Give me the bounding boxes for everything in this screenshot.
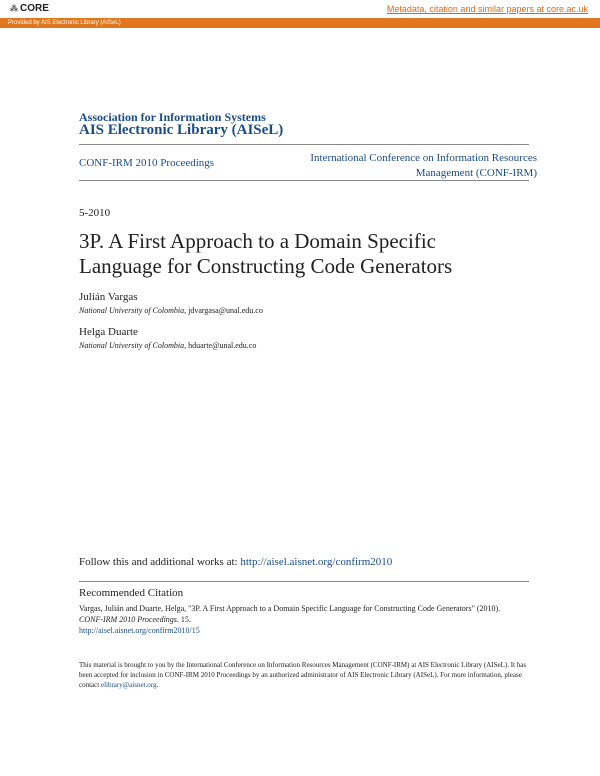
footer-email-link[interactable]: elibrary@aisnet.org <box>100 681 157 689</box>
core-logo-icon: ⁂ <box>10 4 18 13</box>
citation-body <box>79 603 529 636</box>
footer-end: . <box>156 681 159 689</box>
provided-by-text: Provided by AIS Electronic Library (AISeL) <box>8 20 121 26</box>
author-name: Helga Duarte <box>79 326 138 338</box>
core-metadata-link[interactable]: Metadata, citation and similar papers at core.ac.uk <box>386 4 588 14</box>
author-affiliation <box>79 306 263 315</box>
author-name: Julián Vargas <box>79 291 138 303</box>
author-email: , jdvargasa@unal.edu.co <box>184 306 263 315</box>
divider-top <box>79 144 529 145</box>
publication-date: 5-2010 <box>79 207 111 219</box>
follow-link[interactable]: http://aisel.aisnet.org/confirm2010 <box>240 556 393 568</box>
footer-notice <box>79 660 529 690</box>
author-institution: National University of Colombia <box>79 306 185 315</box>
author-institution: National University of Colombia <box>79 341 185 350</box>
author-email: , hduarte@unal.edu.co <box>184 341 257 350</box>
citation-text: Vargas, Julián and Duarte, Helga, "3P. A First Approach to a Domain Specific Language for Constructing Code Generators" (2010). <box>79 604 501 613</box>
follow-text: Follow this and additional works at: <box>79 556 241 568</box>
proceedings-link[interactable]: CONF-IRM 2010 Proceedings <box>79 157 215 169</box>
citation-link[interactable]: http://aisel.aisnet.org/confirm2010/15 <box>79 626 200 635</box>
author-affiliation <box>79 341 256 350</box>
citation-heading: Recommended Citation <box>79 587 184 599</box>
core-bar <box>0 0 600 18</box>
citation-suffix: . 15. <box>176 615 191 624</box>
conference-link[interactable]: International Conference on Information Resources Management (CONF-IRM) <box>310 152 537 179</box>
divider-header-bottom <box>79 180 529 181</box>
paper-title: 3P. A First Approach to a Domain Specific Language for Constructing Code Generators <box>79 229 453 278</box>
core-logo[interactable]: ⁂ CORE <box>10 3 49 14</box>
library-name[interactable]: AIS Electronic Library (AISeL) <box>79 122 284 138</box>
follow-line <box>79 556 392 568</box>
divider-citation <box>79 581 529 582</box>
citation-proceedings: CONF-IRM 2010 Proceedings <box>79 615 177 624</box>
association-name[interactable]: Association for Information Systems <box>79 110 266 124</box>
footer-text: This material is brought to you by the International Conference on Information Resources Management (CONF-IRM) at AIS Electronic Library (AISeL). It has been accepted for inclusion in CONF-IRM 2010 Proceedings by an authorized administrator of AIS Electronic Library (AISeL). For more information, please contact <box>79 661 527 689</box>
provider-bar <box>0 18 600 28</box>
